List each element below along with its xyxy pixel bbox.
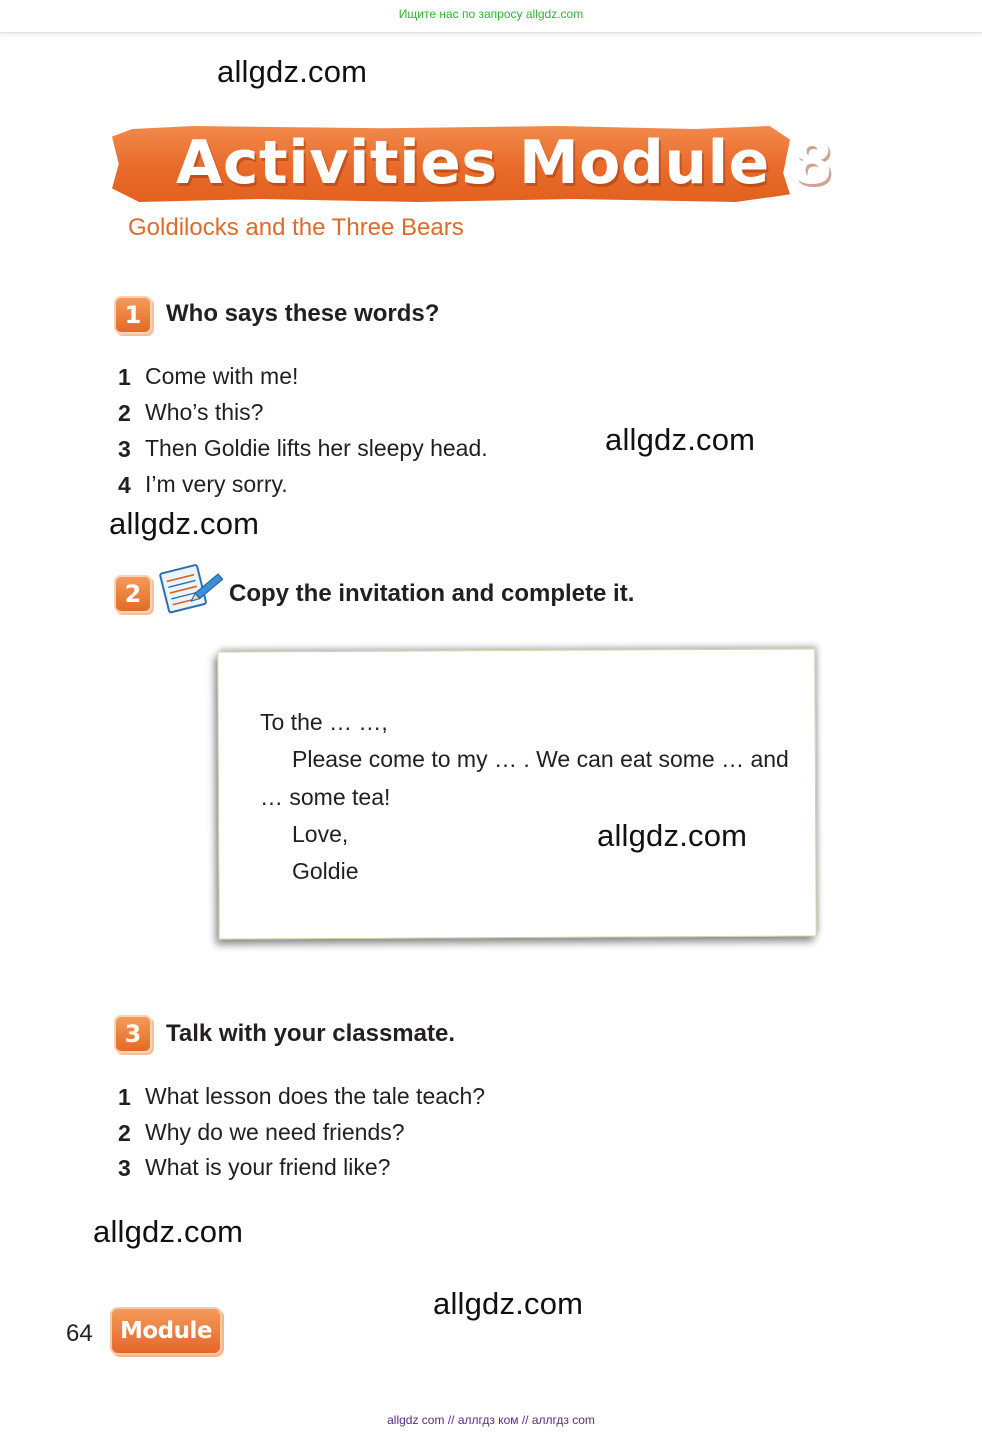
list-item: What is your friend like? [145, 1154, 391, 1180]
list-item-number: 2 [118, 1120, 131, 1146]
list-item: Then Goldie lifts her sleepy head. [145, 435, 488, 461]
watermark: allgdz.com [433, 1286, 584, 1321]
invitation-line: … some tea! [260, 784, 391, 810]
footer-link[interactable]: allgdz com [387, 1413, 445, 1427]
task-instruction: Copy the invitation and complete it. [229, 580, 635, 607]
list-item: I’m very sorry. [145, 471, 288, 497]
list-item-number: 2 [118, 400, 131, 426]
list-item: Who’s this? [145, 399, 264, 425]
top-bar [0, 0, 982, 33]
invitation-greeting: To the … …, [260, 709, 388, 735]
top-search-link[interactable]: Ищите нас по запросу allgdz.com [398, 7, 584, 21]
watermark: allgdz.com [217, 54, 368, 89]
footer-separator: // [447, 1413, 455, 1427]
list-item: Why do we need friends? [145, 1119, 405, 1145]
footer-link[interactable]: аллгдз ком [457, 1413, 519, 1427]
list-item-number: 4 [118, 472, 131, 498]
task-number-badge: 1 [114, 296, 152, 334]
watermark: allgdz.com [109, 506, 260, 541]
list-item-number: 1 [118, 364, 131, 390]
page-number: 64 [66, 1320, 93, 1347]
task-instruction: Who says these words? [166, 300, 440, 327]
list-item: Come with me! [145, 363, 299, 389]
invitation-signature: Goldie [292, 858, 359, 884]
footer-link[interactable]: аллгдз com [531, 1413, 595, 1427]
task-number-badge: 2 [114, 575, 152, 613]
page-subtitle: Goldilocks and the Three Bears [128, 214, 464, 241]
watermark: allgdz.com [93, 1214, 244, 1249]
invitation-line: Please come to my … . We can eat some … and [292, 746, 789, 772]
list-item: What lesson does the tale teach? [145, 1083, 486, 1109]
list-item-number: 3 [118, 1155, 131, 1181]
writing-notepad-icon [156, 560, 224, 614]
footer-separator: // [521, 1413, 529, 1427]
task-number-badge: 3 [114, 1015, 152, 1053]
watermark: allgdz.com [597, 818, 748, 853]
footer-links [0, 1413, 982, 1427]
invitation-closing: Love, [292, 821, 349, 847]
page-title: Activities Module 8 [176, 128, 834, 198]
list-item-number: 1 [118, 1084, 131, 1110]
task-instruction: Talk with your classmate. [166, 1020, 455, 1047]
module-badge: Module 8 [110, 1307, 222, 1355]
watermark: allgdz.com [605, 422, 756, 457]
list-item-number: 3 [118, 436, 131, 462]
